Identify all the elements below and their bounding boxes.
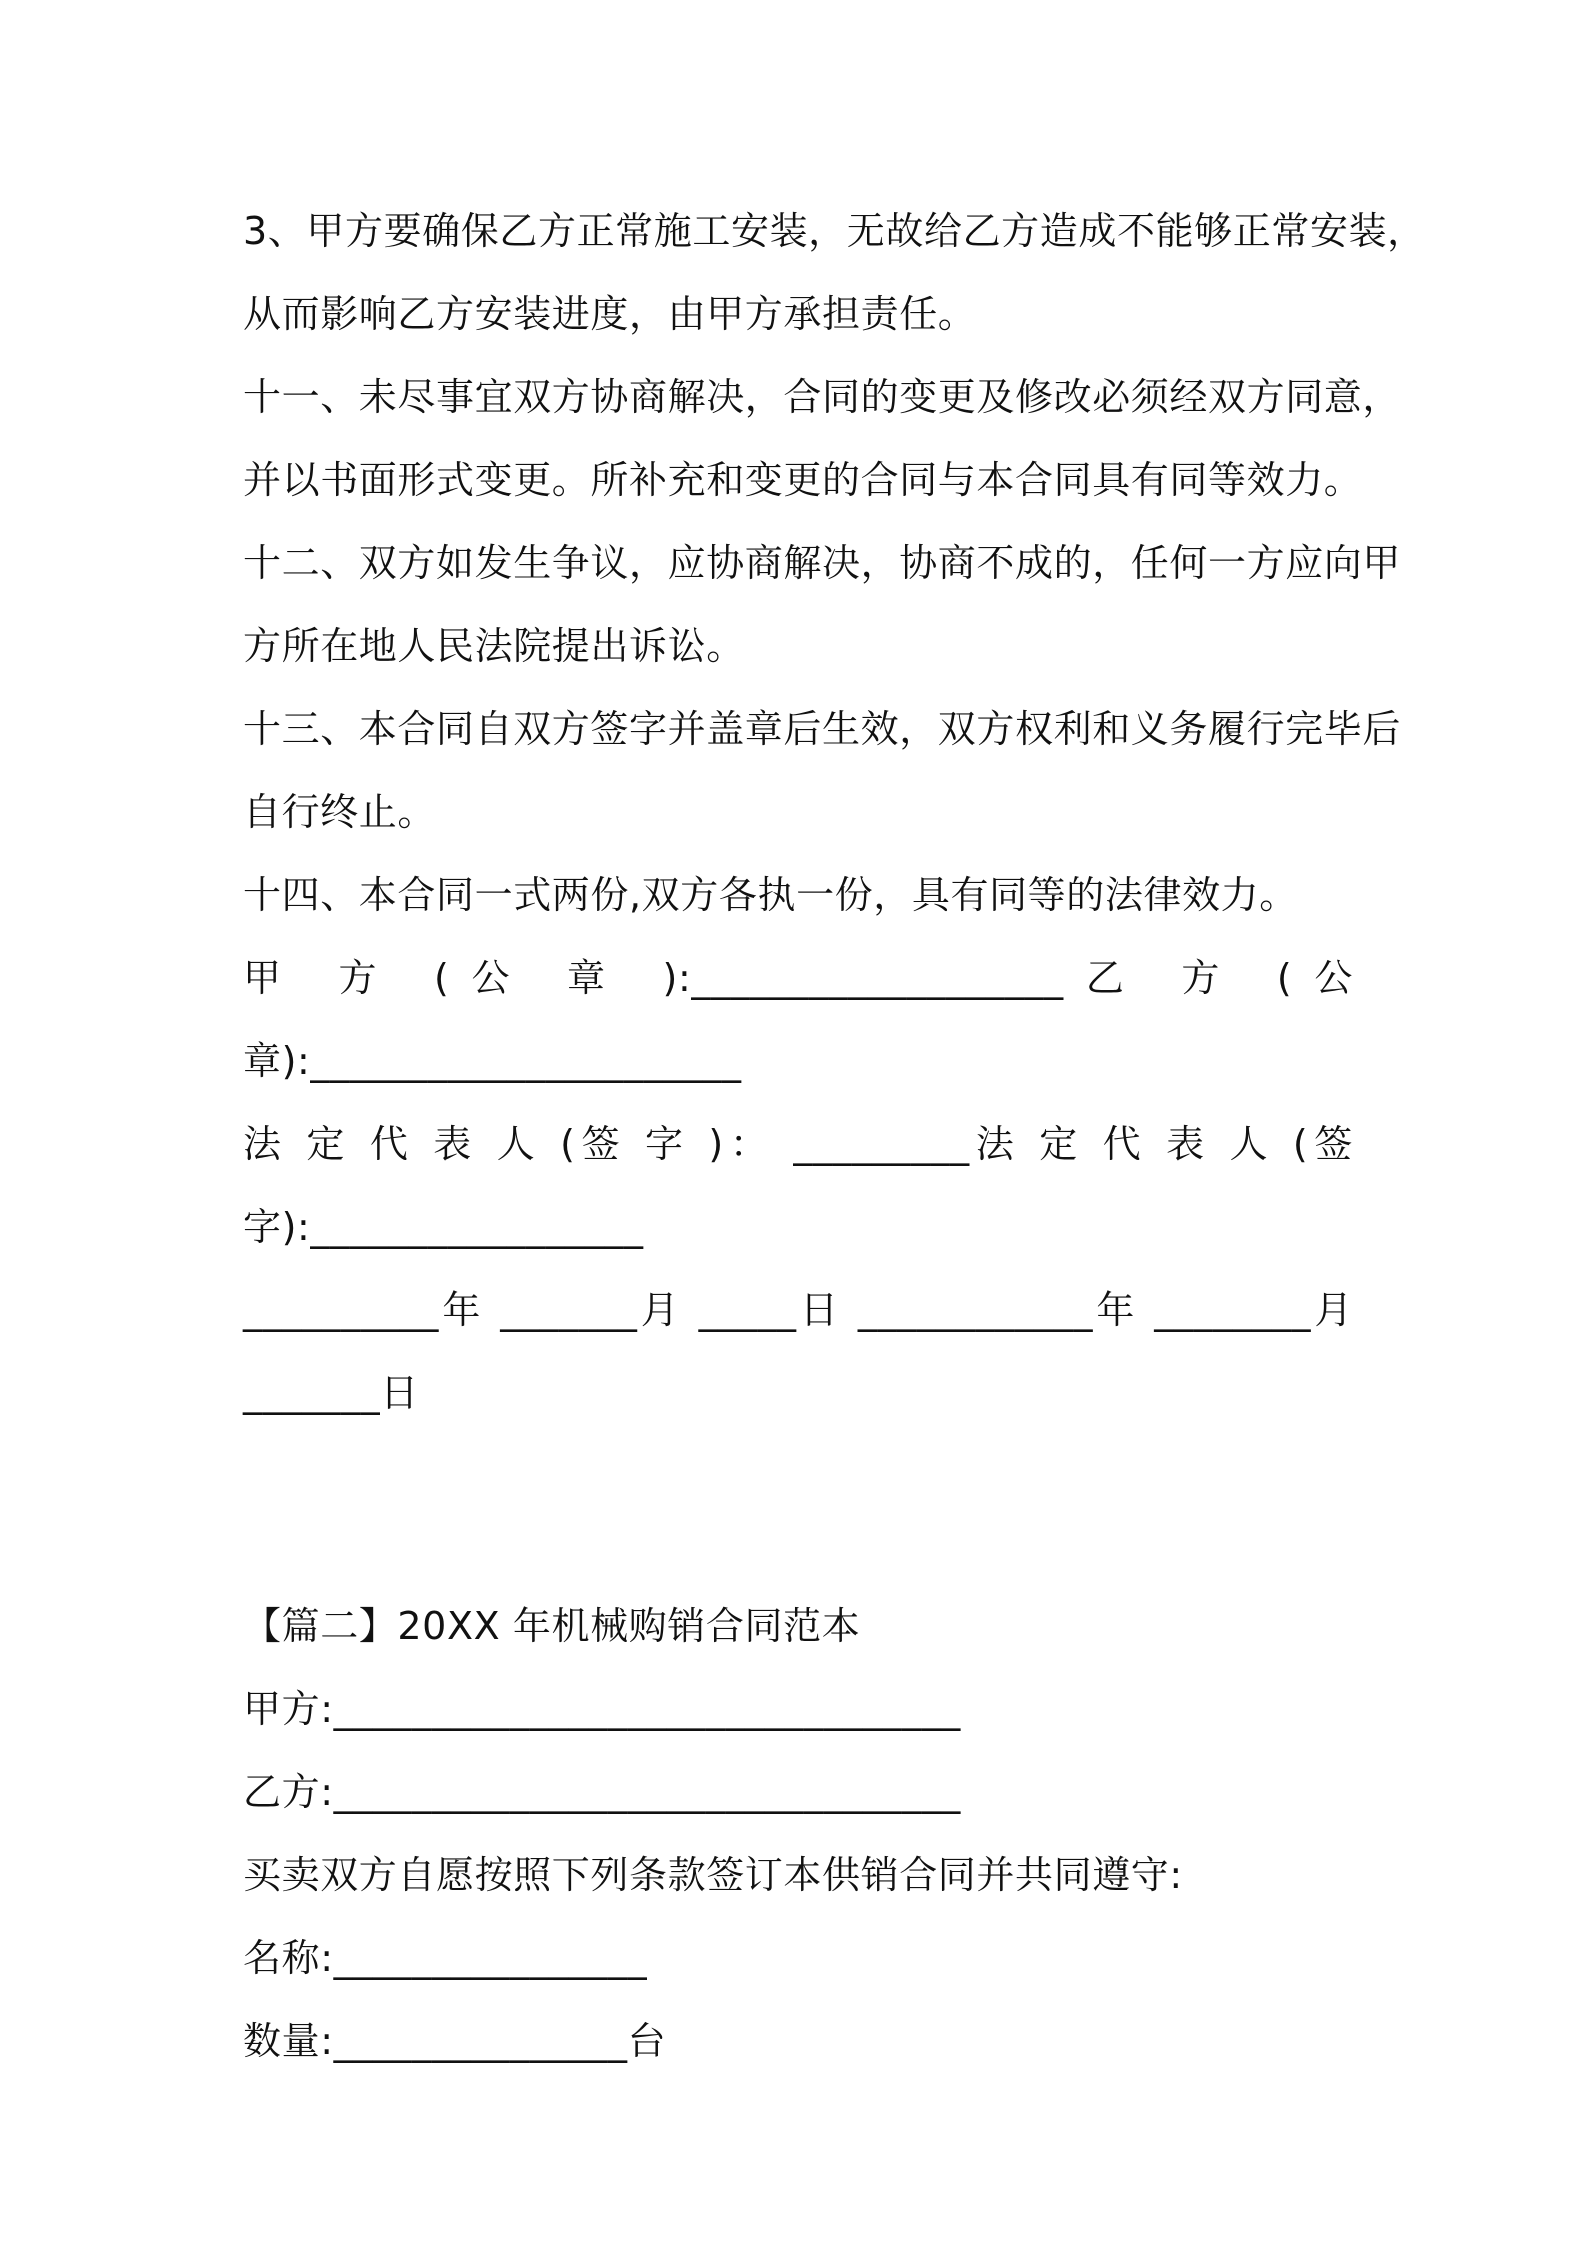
party-b-field: 乙方:________________________________	[243, 1770, 961, 1814]
name-field: 名称:________________	[243, 1936, 648, 1980]
clause-12-line-1: 十二、双方如发生争议，应协商解决，协商不成的，任何一方应向甲	[243, 541, 1402, 585]
representative-line-1: 法 定 代 表 人 (签 字 )： _________法 定 代 表 人 (签	[243, 1122, 1353, 1166]
clause-13-line-1: 十三、本合同自双方签字并盖章后生效，双方权利和义务履行完毕后	[243, 707, 1402, 751]
clause-3-line-2: 从而影响乙方安装进度，由甲方承担责任。	[243, 292, 977, 336]
representative-line-2: 字):_________________	[243, 1205, 644, 1249]
clause-11-line-2: 并以书面形式变更。所补充和变更的合同与本合同具有同等效力。	[243, 458, 1363, 502]
contract-text	[243, 190, 1426, 2083]
clause-12-line-2: 方所在地人民法院提出诉讼。	[243, 624, 745, 668]
date-line-2: _______日	[243, 1371, 419, 1415]
clause-14: 十四、本合同一式两份,双方各执一份，具有同等的法律效力。	[243, 873, 1298, 917]
seal-line-1: 甲 方 (公 章 ):___________________乙 方 (公	[243, 956, 1353, 1000]
date-line-1: __________年 _______月 _____日 ____________年 ________月	[243, 1288, 1353, 1332]
clause-3-line-1: 3、甲方要确保乙方正常施工安装，无故给乙方造成不能够正常安装，	[243, 209, 1426, 253]
section-2-heading: 【篇二】20XX 年机械购销合同范本	[243, 1604, 861, 1648]
clause-11-line-1: 十一、未尽事宜双方协商解决，合同的变更及修改必须经双方同意，	[243, 375, 1402, 419]
seal-line-2: 章):______________________	[243, 1039, 742, 1083]
quantity-field: 数量:_______________台	[243, 2019, 667, 2063]
section-gap	[243, 1435, 1353, 1585]
party-a-field: 甲方:________________________________	[243, 1687, 961, 1731]
clause-13-line-2: 自行终止。	[243, 790, 437, 834]
agreement-intro: 买卖双方自愿按照下列条款签订本供销合同并共同遵守:	[243, 1853, 1183, 1897]
